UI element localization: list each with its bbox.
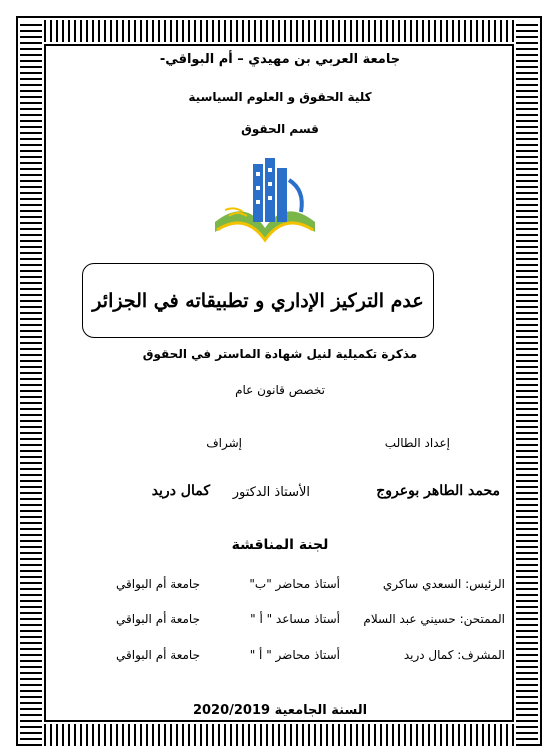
supervision-label: إشراف: [206, 436, 242, 450]
committee-member-institution: جامعة أم البواقي: [116, 612, 200, 626]
committee-member-rank: أستاذ محاضر "ب": [249, 577, 340, 591]
student-name: محمد الطاهر بوعروج: [376, 483, 500, 499]
supervisor-name: كمال دريد: [151, 483, 210, 499]
committee-member-institution: جامعة أم البواقي: [116, 648, 200, 662]
university-logo-icon: [205, 150, 325, 245]
specialty: تخصص قانون عام: [235, 383, 325, 397]
border-band-right: [516, 20, 538, 746]
border-band-top: [20, 20, 538, 42]
supervisor-title: الأستاذ الدكتور: [232, 485, 310, 500]
committee-member-institution: جامعة أم البواقي: [116, 577, 200, 591]
academic-year: السنة الجامعية 2020/2019: [192, 703, 368, 718]
committee-member-rank: أستاذ مساعد " أ ": [250, 612, 340, 626]
university-name: جامعة العربي بن مهيدي – أم البواقي-: [159, 52, 401, 67]
committee-member-role: الممتحن: حسيني عبد السلام: [363, 612, 505, 626]
department-name: قسم الحقوق: [241, 122, 319, 136]
prepared-label: إعداد الطالب: [384, 436, 450, 450]
faculty-name: كلية الحقوق و العلوم السياسية: [188, 90, 372, 104]
thesis-purpose: مذكرة تكميلية لنيل شهادة الماستر في الحقوق: [142, 347, 418, 361]
committee-member-role: المشرف: كمال دريد: [403, 648, 505, 662]
committee-member-rank: أستاذ محاضر " أ ": [249, 648, 340, 662]
committee-member-role: الرئيس: السعدي ساكري: [382, 577, 505, 591]
thesis-title-box: [82, 263, 434, 338]
border-band-left: [20, 20, 42, 746]
border-band-bottom: [20, 724, 538, 746]
committee-heading: لجنة المناقشة: [231, 537, 329, 553]
thesis-title: عدم التركيز الإداري و تطبيقاته في الجزائر: [92, 289, 424, 312]
